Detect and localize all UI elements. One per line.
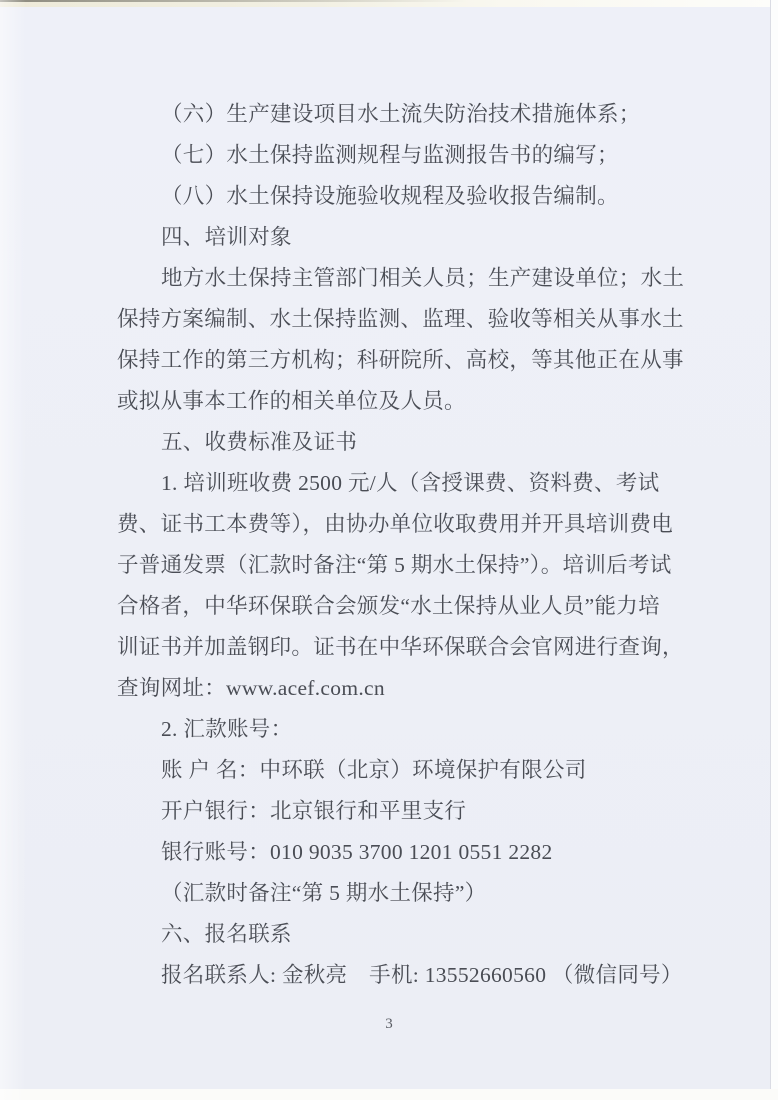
para-fees-line: 费、证书工本费等），由协办单位收取费用并开具培训费电 [117, 512, 674, 536]
doc-line-item-7: （七）水土保持监测规程与监测报告书的编写； [161, 143, 619, 167]
page-number: 3 [385, 1016, 393, 1032]
certificate-query-url-line: 查询网址：www.acef.com.cn [117, 676, 385, 700]
document-body [117, 94, 698, 996]
para-training-targets-line: 地方水土保持主管部门相关人员；生产建设单位；水土 [161, 266, 685, 290]
para-fees-line: 1. 培训班收费 2500 元/人（含授课费、资料费、考试 [161, 471, 660, 495]
contact-person-line: 报名联系人: 金秋亮 手机: 13552660560 （微信同号） [161, 963, 683, 987]
para-training-targets-line: 保持工作的第三方机构；科研院所、高校，等其他正在从事 [117, 348, 684, 372]
account-name-line: 账 户 名：中环联（北京）环境保护有限公司 [161, 758, 587, 782]
section-heading-fees-certificate: 五、收费标准及证书 [161, 430, 358, 454]
section-heading-training-targets: 四、培训对象 [161, 225, 292, 249]
para-fees-line: 训证书并加盖钢印。证书在中华环保联合会官网进行查询， [117, 635, 684, 659]
scan-edge-right [770, 0, 778, 1100]
doc-line-item-6: （六）生产建设项目水土流失防治技术措施体系； [161, 102, 641, 126]
remittance-heading-line: 2. 汇款账号： [161, 717, 293, 741]
section-heading-contact: 六、报名联系 [161, 922, 292, 946]
para-training-targets-line: 保持方案编制、水土保持监测、监理、验收等相关从事水土 [117, 307, 684, 331]
scan-edge-top-line [0, 0, 467, 2]
para-training-targets-line: 或拟从事本工作的相关单位及人员。 [117, 389, 466, 413]
scan-edge-bottom [0, 1089, 778, 1100]
remittance-note-line: （汇款时备注“第 5 期水土保持”） [161, 881, 487, 905]
account-number-line: 银行账号：010 9035 3700 1201 0551 2282 [161, 840, 553, 864]
doc-line-item-8: （八）水土保持设施验收规程及验收报告编制。 [161, 184, 619, 208]
para-fees-line: 合格者，中华环保联合会颁发“水土保持从业人员”能力培 [117, 594, 660, 618]
bank-name-line: 开户银行：北京银行和平里支行 [161, 799, 467, 823]
para-fees-line: 子普通发票（汇款时备注“第 5 期水土保持”）。培训后考试 [117, 553, 672, 577]
